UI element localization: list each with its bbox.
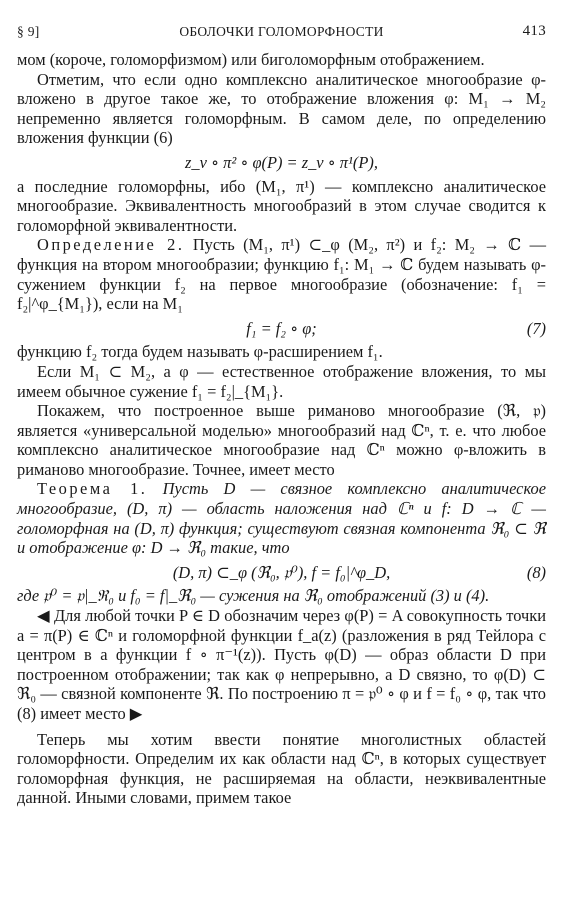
paragraph-3: а последние голоморфны, ибо (M₁, π¹) — комплексно аналитическое многообразие. Эквивалентность многообразий в этом случае сводится к голоморфной эквивалентности. xyxy=(17,176,546,235)
definition-label: Определение 2. xyxy=(37,235,185,255)
paragraph-4: функцию f₂ тогда будем называть φ-расширением f₁. xyxy=(17,342,383,362)
proof: ◀ Для любой точки P ∈ D обозначим через φ(P) = A совокупность точки a = π(P) ∈ ℂⁿ и голоморфной функции f_a(z) (разложения в ряд Тейлора с центром в a функции f ∘ π⁻¹(z)). Пусть φ(D) — образ области D при построенном отображении; так как φ непрерывно, а D связно, то φ(D) ⊂ ℜ₀ — связной компоненте ℜ. По построению π = 𝔭⁰ ∘ φ и f = f₀ ∘ φ, так что (8) имеет место ▶ xyxy=(17,606,546,723)
equation-7 xyxy=(17,319,546,339)
equation-7-body: f₁ = f₂ ∘ φ; xyxy=(246,318,317,338)
paragraph-5: Если M₁ ⊂ M₂, а φ — естественное отображение вложения, то мы имеем обычное сужение f₁ = f₂|_{M₁}. xyxy=(17,361,546,401)
paragraph-1: мом (короче, голоморфизмом) или биголоморфным отображением. xyxy=(17,50,485,69)
equation-8-number: (8) xyxy=(526,562,546,582)
theorem-1 xyxy=(17,479,546,557)
running-title: ОБОЛОЧКИ ГОЛОМОРФНОСТИ xyxy=(179,24,384,39)
theorem-text: Пусть D — связное комплексно аналитическое многообразие, (D, π) — область наложения над ℂⁿ и f: D → ℂ — голоморфная на (D, π) функция; существуют связная компонента ℜ₀ ⊂ ℜ и отображение φ: D → ℜ₀ такие, что xyxy=(17,479,546,558)
theorem-label: Теорема 1. xyxy=(37,479,148,499)
paragraph-8: Теперь мы хотим ввести понятие многолистных областей голоморфности. Определим их как области над ℂⁿ, в которых существует голоморфная функция, не расширяемая на области, неэквивалентные данной. Иными словами, примем такое xyxy=(17,729,546,808)
paragraph-6: Покажем, что построенное выше риманово многообразие (ℜ, 𝔭) является «универсальной моделью» многообразий над ℂⁿ, т. е. что любое комплексно аналитическое многообразие над ℂⁿ можно φ-вложить в риманово многообразие. Точнее, имеет место xyxy=(17,401,546,479)
page-number: 413 xyxy=(522,23,546,39)
section-number: § 9] xyxy=(17,24,40,39)
equation-a: z_ν ∘ π² ∘ φ(P) = z_ν ∘ π¹(P), xyxy=(185,152,378,172)
equation-8 xyxy=(17,563,546,583)
definition-2 xyxy=(17,235,546,313)
paragraph-7: где 𝔭⁰ = 𝔭|_ℜ₀ и f₀ = f|_ℜ₀ — сужения на ℜ₀ отображений (3) и (4). xyxy=(17,586,490,606)
page-body xyxy=(17,50,546,808)
paragraph-2: Отметим, что если одно комплексно аналитическое многообразие φ-вложено в другое такое же, то отображение вложения φ: M₁ → M₂ непременно является голоморфным. В самом деле, по определению вложения функции (6) xyxy=(17,69,546,148)
definition-text: Пусть (M₁, π¹) ⊂_φ (M₂, π²) и f₂: M₂ → ℂ — функция на втором многообразии; функцию f₁: M₁ → ℂ будем называть φ-сужением функции f₂ на первое многообразие (обозначение: f₁ = f₂|^φ_{M₁}), если на M₁ xyxy=(17,235,546,314)
running-header xyxy=(17,22,546,42)
equation-8-body: (D, π) ⊂_φ (ℜ₀, 𝔭⁰), f = f₀|^φ_D, xyxy=(172,562,391,582)
equation-7-number: (7) xyxy=(526,318,546,338)
